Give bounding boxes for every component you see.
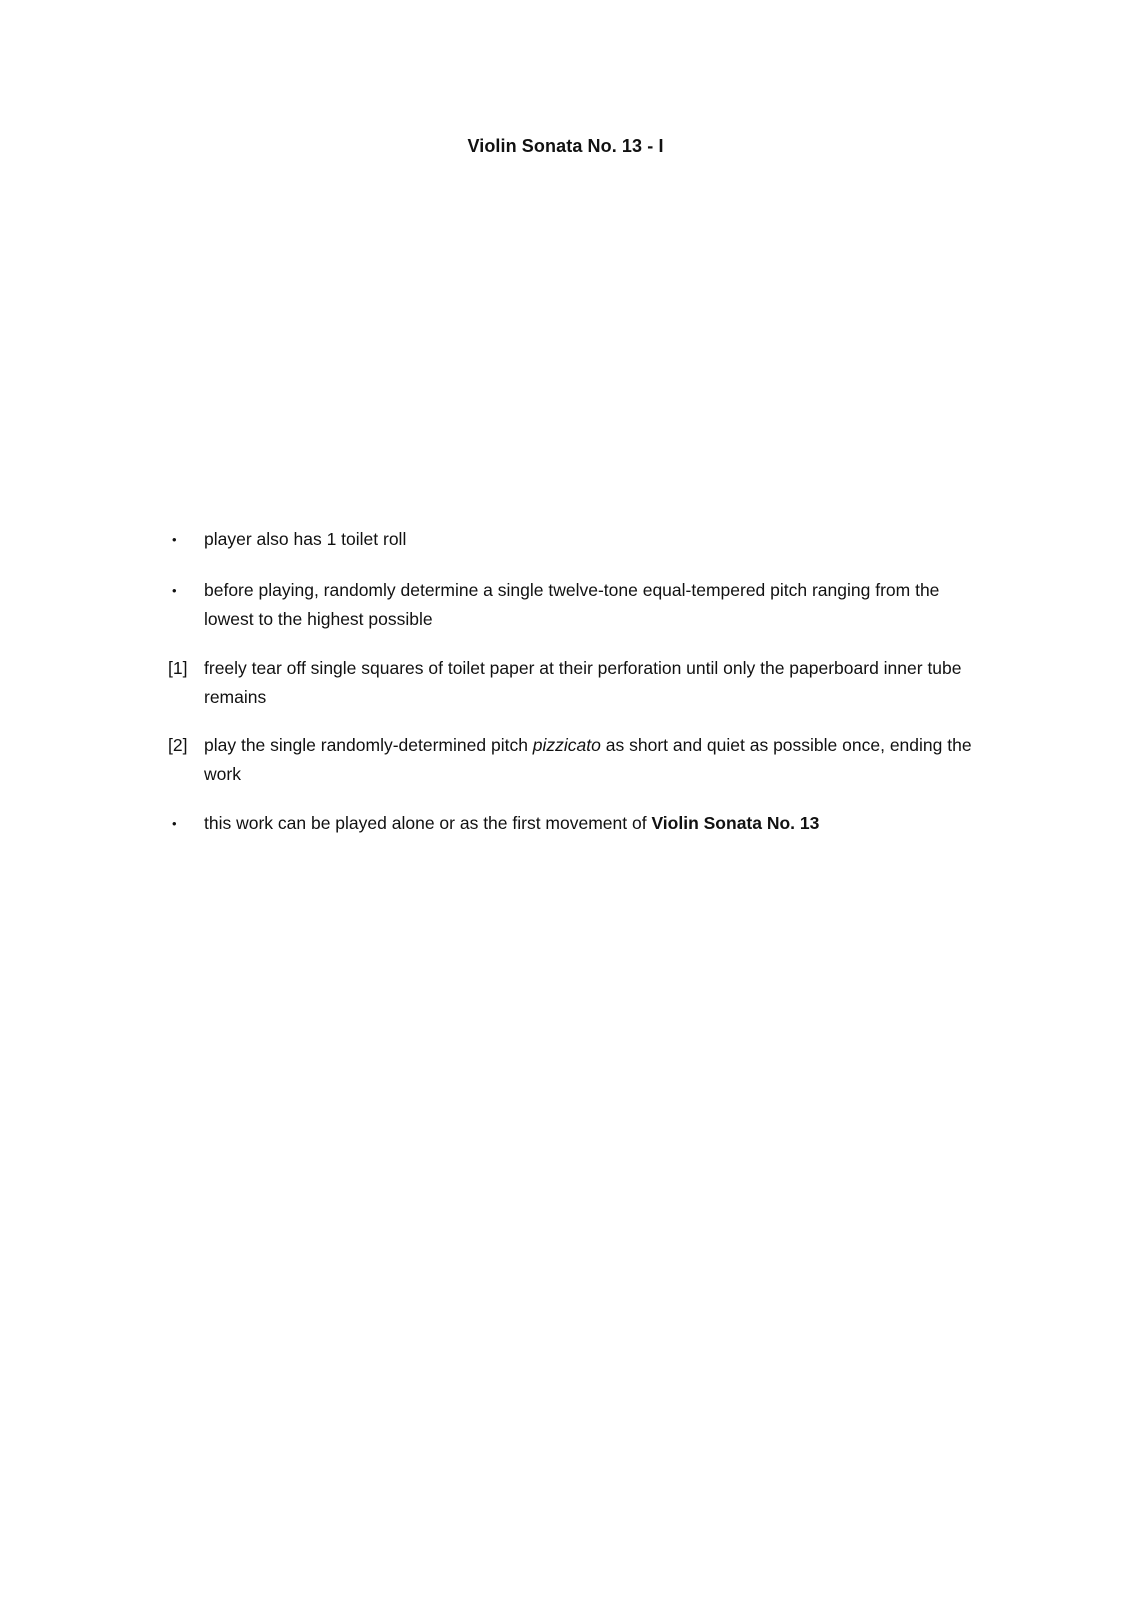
list-item-text <box>204 731 988 789</box>
list-item-text: before playing, randomly determine a single twelve-tone equal-tempered pitch ranging from the lowest to the highest possible <box>204 580 940 629</box>
list-item-text-part: play the single randomly-determined pitch <box>204 735 533 755</box>
list-item-text <box>204 809 988 838</box>
list-item <box>168 809 988 838</box>
bold-work-title: Violin Sonata No. 13 <box>651 813 820 833</box>
list-item-text: freely tear off single squares of toilet paper at their perforation until only the paperboard inner tube remains <box>204 658 962 707</box>
list-item <box>168 654 988 712</box>
list-item-text-part: as short and quiet as possible once, ending the work <box>204 735 972 784</box>
list-item-text-part: this work can be played alone or as the first movement of <box>204 813 652 833</box>
list-item <box>168 576 988 634</box>
list-item <box>168 731 988 789</box>
bullet-marker: • <box>172 532 177 547</box>
bullet-marker: • <box>172 583 177 598</box>
list-item-text: player also has 1 toilet roll <box>204 529 407 549</box>
document-title: Violin Sonata No. 13 - I <box>467 136 664 156</box>
step-marker: [1] <box>168 658 188 678</box>
bullet-marker: • <box>172 816 177 831</box>
list-item <box>168 525 988 554</box>
italic-term: pizzicato <box>532 735 601 755</box>
step-marker: [2] <box>168 735 188 755</box>
